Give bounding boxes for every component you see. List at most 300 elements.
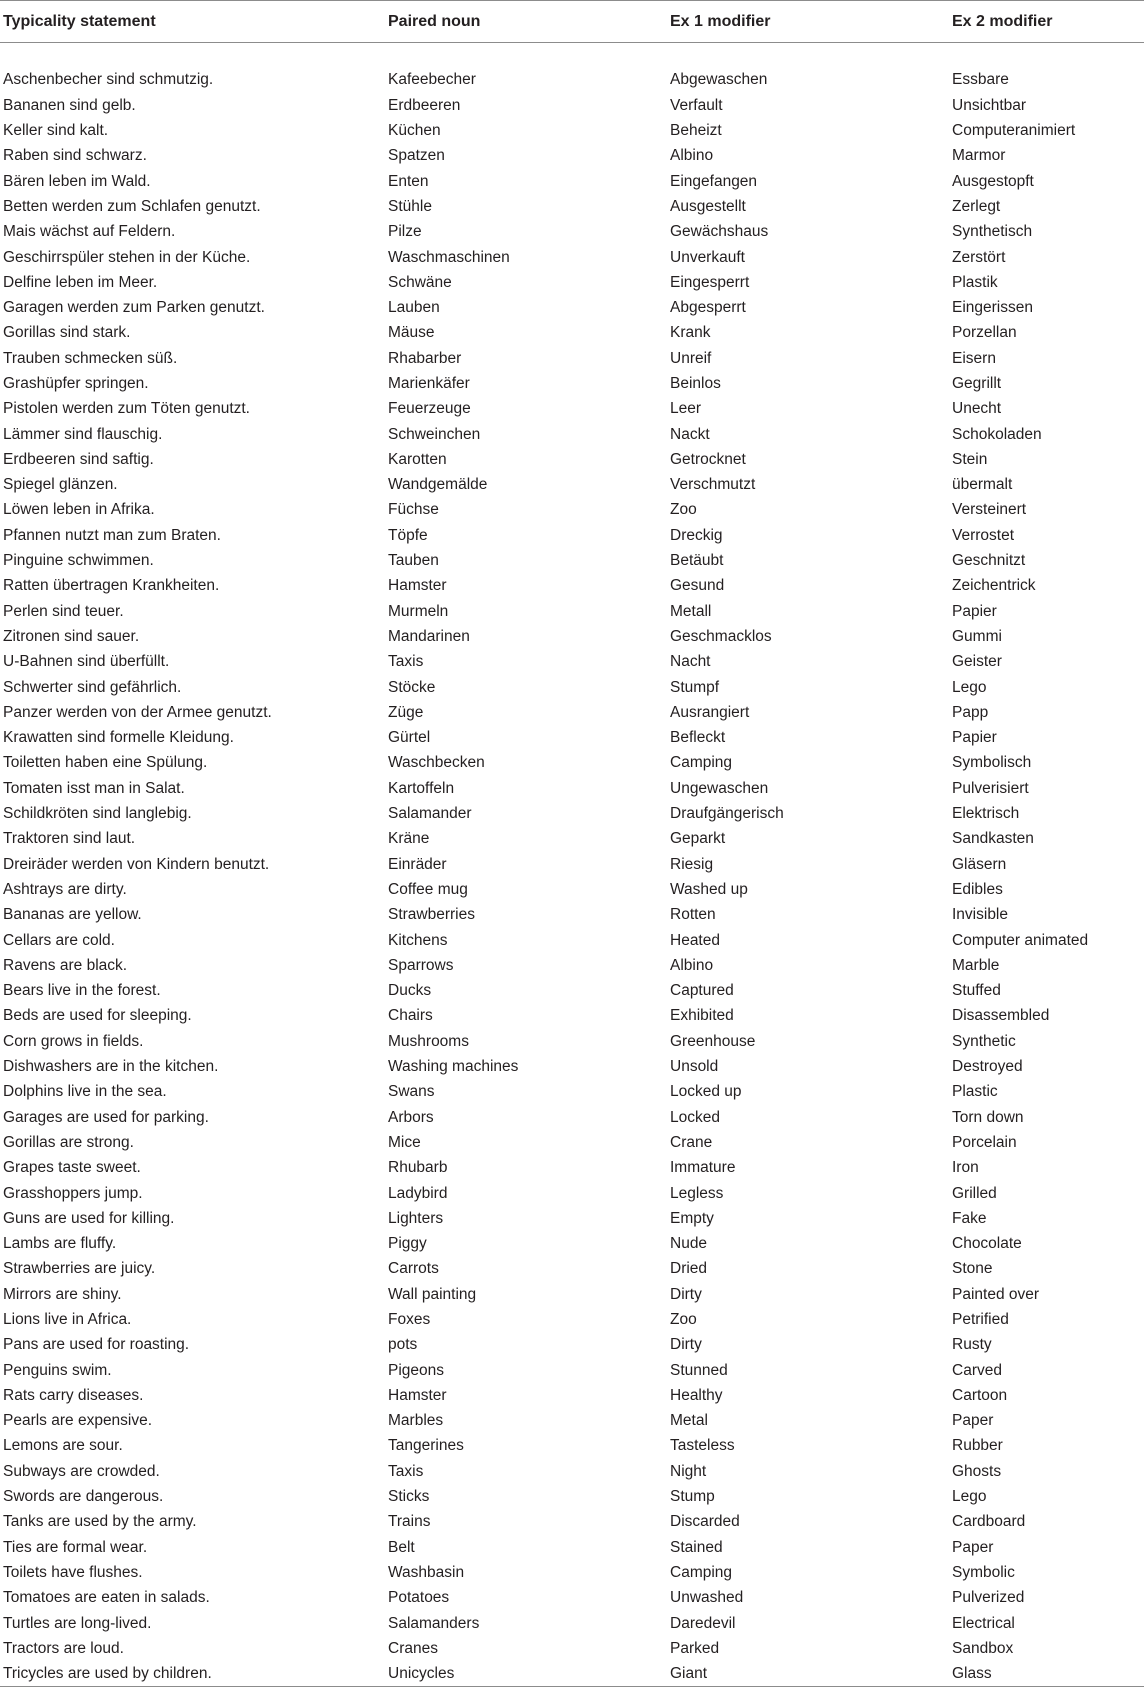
- cell-typicality-statement: Mirrors are shiny.: [3, 1285, 122, 1303]
- cell-ex1-modifier: Empty: [670, 1209, 714, 1227]
- table-row: [0, 68, 1144, 93]
- cell-typicality-statement: Tricycles are used by children.: [0, 1662, 385, 1687]
- cell-ex2-modifier: Papier: [952, 729, 997, 747]
- cell-typicality-statement: Turtles are long-lived.: [3, 1614, 152, 1632]
- table-row: [0, 751, 1144, 776]
- cell-typicality-statement: Ties are formal wear.: [3, 1538, 148, 1556]
- cell-ex2-modifier: Pulverisiert: [952, 779, 1029, 797]
- cell-ex1-modifier: Abgesperrt: [670, 299, 746, 317]
- spacer-cell: [0, 43, 1144, 68]
- cell-ex2-modifier: Plastic: [952, 1083, 998, 1101]
- cell-paired-noun: Karotten: [388, 450, 447, 468]
- cell-ex1-modifier: Geschmacklos: [670, 627, 772, 645]
- table-row: [0, 371, 1144, 396]
- cell-paired-noun: Tauben: [388, 552, 439, 570]
- cell-ex1-modifier: Verfault: [670, 96, 723, 114]
- cell-ex1-modifier: Daredevil: [670, 1614, 736, 1632]
- cell-paired-noun: Stöcke: [388, 678, 436, 696]
- cell-ex1-modifier: Nacht: [670, 653, 711, 671]
- table-row: [0, 498, 1144, 523]
- cell-typicality-statement: Grasshoppers jump.: [3, 1184, 143, 1202]
- cell-paired-noun: Lighters: [388, 1209, 444, 1227]
- header-ex1-modifier: Ex 1 modifier: [667, 1, 949, 43]
- cell-typicality-statement: Dreiräder werden von Kindern benutzt.: [3, 855, 270, 873]
- header-row: [0, 1, 1144, 43]
- cell-ex2-modifier: Symbolisch: [952, 754, 1032, 772]
- cell-typicality-statement: Ravens are black.: [3, 956, 128, 974]
- spacer-row: [0, 43, 1144, 68]
- table-row: [0, 1586, 1144, 1611]
- cell-typicality-statement: Pearls are expensive.: [3, 1412, 153, 1430]
- cell-typicality-statement: U-Bahnen sind überfüllt.: [3, 653, 170, 671]
- cell-paired-noun: Foxes: [388, 1310, 431, 1328]
- header-paired-noun: Paired noun: [385, 1, 667, 43]
- cell-ex2-modifier: Cardboard: [952, 1513, 1026, 1531]
- cell-typicality-statement: Swords are dangerous.: [3, 1488, 164, 1506]
- cell-typicality-statement: Strawberries are juicy.: [3, 1260, 156, 1278]
- cell-ex2-modifier: Destroyed: [952, 1058, 1023, 1076]
- cell-ex2-modifier: Elektrisch: [952, 805, 1020, 823]
- cell-paired-noun: Töpfe: [388, 526, 428, 544]
- cell-typicality-statement: Grapes taste sweet.: [3, 1159, 141, 1177]
- cell-typicality-statement: Keller sind kalt.: [3, 122, 109, 140]
- table-row: [0, 1459, 1144, 1484]
- cell-typicality-statement: Aschenbecher sind schmutzig.: [3, 71, 214, 89]
- cell-paired-noun: Belt: [388, 1538, 415, 1556]
- cell-paired-noun: Pigeons: [388, 1361, 445, 1379]
- cell-ex1-modifier: Metal: [670, 1412, 708, 1430]
- cell-paired-noun: Lauben: [388, 299, 440, 317]
- cell-ex2-modifier: übermalt: [952, 476, 1013, 494]
- cell-ex2-modifier: Zerstört: [952, 248, 1006, 266]
- cell-ex2-modifier: Cartoon: [952, 1386, 1008, 1404]
- cell-ex1-modifier: Night: [670, 1462, 707, 1480]
- cell-paired-noun: Schweinchen: [388, 425, 481, 443]
- cell-paired-noun: Waschmaschinen: [388, 248, 510, 266]
- cell-paired-noun: Füchse: [388, 501, 439, 519]
- cell-paired-noun: Küchen: [388, 122, 441, 140]
- table-row: [0, 978, 1144, 1003]
- cell-paired-noun: Marienkäfer: [388, 375, 470, 392]
- cell-ex2-modifier: Painted over: [952, 1285, 1040, 1303]
- table-row: [0, 1004, 1144, 1029]
- table-row: [0, 1611, 1144, 1636]
- cell-ex2-modifier: Invisible: [952, 906, 1008, 924]
- cell-ex1-modifier: Zoo: [670, 1310, 697, 1328]
- cell-typicality-statement: Traktoren sind laut.: [3, 830, 136, 848]
- cell-paired-noun: Züge: [388, 703, 424, 721]
- cell-ex2-modifier: Lego: [952, 1488, 987, 1506]
- cell-paired-noun: Marbles: [388, 1412, 444, 1430]
- cell-ex2-modifier: Paper: [952, 1412, 994, 1430]
- cell-paired-noun: Washbasin: [388, 1563, 465, 1581]
- table-row: [0, 1206, 1144, 1231]
- cell-typicality-statement: Ashtrays are dirty.: [3, 880, 127, 898]
- cell-typicality-statement: Bären leben im Wald.: [3, 172, 151, 190]
- cell-paired-noun: Pilze: [388, 223, 422, 241]
- cell-typicality-statement: Betten werden zum Schlafen genutzt.: [3, 197, 261, 215]
- cell-paired-noun: Waschbecken: [388, 754, 485, 772]
- cell-typicality-statement: Pistolen werden zum Töten genutzt.: [3, 400, 250, 418]
- cell-typicality-statement: Bananas are yellow.: [3, 906, 142, 924]
- table-row: [0, 321, 1144, 346]
- table-row: [0, 574, 1144, 599]
- cell-typicality-statement: Garagen werden zum Parken genutzt.: [3, 299, 265, 317]
- cell-ex1-modifier: Dreckig: [670, 526, 723, 544]
- cell-ex2-modifier: Zerlegt: [952, 197, 1001, 215]
- cell-ex1-modifier: Tasteless: [670, 1437, 735, 1455]
- cell-typicality-statement: Schildkröten sind langlebig.: [3, 805, 192, 823]
- header-ex2-modifier: Ex 2 modifier: [949, 1, 1144, 43]
- cell-ex2-modifier: Verrostet: [952, 526, 1015, 544]
- cell-ex2-modifier: Glass: [949, 1662, 1144, 1687]
- cell-ex1-modifier: Nackt: [670, 425, 710, 443]
- table-row: [0, 346, 1144, 371]
- cell-ex2-modifier: Stuffed: [952, 982, 1001, 1000]
- cell-paired-noun: Cranes: [388, 1639, 438, 1657]
- cell-paired-noun: Einräder: [388, 855, 447, 873]
- table-row: [0, 523, 1144, 548]
- cell-typicality-statement: Garages are used for parking.: [3, 1108, 209, 1126]
- table-row: [0, 144, 1144, 169]
- table-row: [0, 650, 1144, 675]
- table-row: [0, 1130, 1144, 1155]
- cell-ex2-modifier: Zeichentrick: [952, 577, 1036, 595]
- cell-paired-noun: Strawberries: [388, 906, 475, 924]
- cell-ex1-modifier: Leer: [670, 400, 702, 418]
- cell-ex2-modifier: Rusty: [952, 1336, 992, 1354]
- cell-ex1-modifier: Healthy: [670, 1386, 723, 1404]
- cell-typicality-statement: Panzer werden von der Armee genutzt.: [3, 703, 272, 721]
- table-row: [0, 1409, 1144, 1434]
- cell-paired-noun: Coffee mug: [388, 880, 468, 898]
- table-row: [0, 422, 1144, 447]
- cell-typicality-statement: Cellars are cold.: [3, 931, 115, 949]
- cell-ex1-modifier: Greenhouse: [670, 1032, 756, 1050]
- cell-paired-noun: Feuerzeuge: [388, 400, 471, 418]
- table-row: [0, 1181, 1144, 1206]
- cell-typicality-statement: Pinguine schwimmen.: [3, 552, 154, 570]
- cell-ex1-modifier: Giant: [667, 1662, 949, 1687]
- cell-ex1-modifier: Zoo: [670, 501, 697, 519]
- cell-ex1-modifier: Legless: [670, 1184, 724, 1202]
- cell-ex2-modifier: Gläsern: [952, 855, 1007, 873]
- cell-paired-noun: Mäuse: [388, 324, 435, 342]
- cell-ex1-modifier: Discarded: [670, 1513, 740, 1531]
- cell-ex1-modifier: Locked up: [670, 1083, 742, 1101]
- cell-ex1-modifier: Nude: [670, 1235, 708, 1253]
- cell-typicality-statement: Toiletten haben eine Spülung.: [3, 754, 208, 772]
- table-row: [0, 1535, 1144, 1560]
- cell-ex2-modifier: Porcelain: [952, 1133, 1017, 1151]
- cell-typicality-statement: Pfannen nutzt man zum Braten.: [3, 526, 221, 544]
- cell-ex2-modifier: Essbare: [952, 71, 1009, 89]
- cell-paired-noun: Mushrooms: [388, 1032, 469, 1050]
- cell-ex1-modifier: Geparkt: [670, 830, 726, 848]
- cell-ex1-modifier: Befleckt: [670, 729, 726, 747]
- table-row: [0, 1510, 1144, 1535]
- cell-paired-noun: Carrots: [388, 1260, 439, 1278]
- table-row: [0, 1105, 1144, 1130]
- cell-typicality-statement: Perlen sind teuer.: [3, 602, 124, 620]
- cell-typicality-statement: Bears live in the forest.: [3, 982, 161, 1000]
- cell-ex2-modifier: Paper: [952, 1538, 994, 1556]
- table-row: [0, 169, 1144, 194]
- cell-ex1-modifier: Eingesperrt: [670, 273, 750, 291]
- cell-typicality-statement: Spiegel glänzen.: [3, 476, 118, 494]
- cell-ex1-modifier: Krank: [670, 324, 711, 342]
- cell-ex2-modifier: Unecht: [952, 400, 1002, 418]
- cell-ex1-modifier: Eingefangen: [670, 172, 758, 190]
- cell-ex2-modifier: Marble: [952, 956, 1000, 974]
- cell-paired-noun: Trains: [388, 1513, 431, 1531]
- cell-typicality-statement: Lions live in Africa.: [3, 1310, 132, 1328]
- cell-ex2-modifier: Petrified: [952, 1310, 1009, 1328]
- cell-ex1-modifier: Heated: [670, 931, 720, 949]
- cell-ex2-modifier: Symbolic: [952, 1563, 1015, 1581]
- table-row: [0, 726, 1144, 751]
- cell-paired-noun: Salamander: [388, 805, 472, 823]
- table-row: [0, 624, 1144, 649]
- cell-ex2-modifier: Pulverized: [952, 1589, 1025, 1607]
- cell-typicality-statement: Gorillas are strong.: [3, 1133, 134, 1151]
- cell-ex1-modifier: Unwashed: [670, 1589, 744, 1607]
- cell-ex2-modifier: Lego: [952, 678, 987, 696]
- cell-ex1-modifier: Getrocknet: [670, 450, 746, 468]
- table-row: [0, 1434, 1144, 1459]
- table-row: [0, 1333, 1144, 1358]
- table-row: [0, 1484, 1144, 1509]
- cell-paired-noun: Washing machines: [388, 1058, 519, 1076]
- table-row: [0, 220, 1144, 245]
- table-row: [0, 295, 1144, 320]
- cell-ex2-modifier: Marmor: [952, 147, 1006, 165]
- cell-ex1-modifier: Unreif: [670, 349, 712, 367]
- cell-typicality-statement: Beds are used for sleeping.: [3, 1007, 192, 1025]
- cell-typicality-statement: Ratten übertragen Krankheiten.: [3, 577, 220, 595]
- cell-paired-noun: Gürtel: [388, 729, 431, 747]
- cell-ex2-modifier: Eisern: [952, 349, 996, 367]
- cell-typicality-statement: Tomatoes are eaten in salads.: [3, 1589, 210, 1607]
- cell-paired-noun: Unicycles: [385, 1662, 667, 1687]
- cell-ex2-modifier: Torn down: [952, 1108, 1024, 1126]
- cell-typicality-statement: Krawatten sind formelle Kleidung.: [3, 729, 234, 747]
- cell-ex2-modifier: Papier: [952, 602, 997, 620]
- cell-paired-noun: Kartoffeln: [388, 779, 455, 797]
- table-row: [0, 194, 1144, 219]
- cell-ex1-modifier: Draufgängerisch: [670, 805, 784, 823]
- cell-ex2-modifier: Electrical: [952, 1614, 1015, 1632]
- cell-ex1-modifier: Unsold: [670, 1058, 719, 1076]
- cell-typicality-statement: Guns are used for killing.: [3, 1209, 175, 1227]
- table-row: [0, 1282, 1144, 1307]
- cell-typicality-statement: Penguins swim.: [3, 1361, 112, 1379]
- cell-ex1-modifier: Camping: [670, 754, 733, 772]
- table-row: [0, 852, 1144, 877]
- cell-paired-noun: Hamster: [388, 1386, 447, 1404]
- cell-paired-noun: Potatoes: [388, 1589, 450, 1607]
- cell-ex2-modifier: Stein: [952, 450, 988, 468]
- cell-ex2-modifier: Synthetisch: [952, 223, 1033, 241]
- table-row: [0, 1307, 1144, 1332]
- table-row: [0, 903, 1144, 928]
- cell-paired-noun: Ducks: [388, 982, 432, 1000]
- cell-ex1-modifier: Exhibited: [670, 1007, 734, 1025]
- cell-paired-noun: Erdbeeren: [388, 96, 461, 114]
- table-row: [0, 473, 1144, 498]
- cell-typicality-statement: Grashüpfer springen.: [3, 375, 149, 392]
- cell-ex1-modifier: Abgewaschen: [670, 71, 768, 89]
- cell-typicality-statement: Lemons are sour.: [3, 1437, 123, 1455]
- cell-typicality-statement: Dishwashers are in the kitchen.: [3, 1058, 219, 1076]
- cell-paired-noun: Mice: [388, 1133, 421, 1151]
- cell-ex1-modifier: Immature: [670, 1159, 736, 1177]
- table-row: [0, 1662, 1144, 1687]
- cell-typicality-statement: Lämmer sind flauschig.: [3, 425, 163, 443]
- cell-typicality-statement: Gorillas sind stark.: [3, 324, 131, 342]
- cell-ex2-modifier: Carved: [952, 1361, 1002, 1379]
- cell-ex1-modifier: Ausgestellt: [670, 197, 746, 215]
- cell-ex2-modifier: Computer animated: [952, 931, 1089, 949]
- cell-paired-noun: Ladybird: [388, 1184, 448, 1202]
- cell-paired-noun: Kräne: [388, 830, 430, 848]
- cell-ex2-modifier: Ghosts: [952, 1462, 1002, 1480]
- cell-ex1-modifier: Albino: [670, 147, 714, 165]
- table-body: [0, 43, 1144, 1687]
- table-row: [0, 675, 1144, 700]
- table-row: [0, 1383, 1144, 1408]
- table-row: [0, 1560, 1144, 1585]
- cell-ex1-modifier: Stunned: [670, 1361, 728, 1379]
- cell-ex1-modifier: Metall: [670, 602, 712, 620]
- cell-typicality-statement: Corn grows in fields.: [3, 1032, 144, 1050]
- cell-ex2-modifier: Ausgestopft: [952, 172, 1034, 190]
- cell-ex1-modifier: Captured: [670, 982, 734, 1000]
- cell-paired-noun: Piggy: [388, 1235, 427, 1253]
- cell-ex1-modifier: Rotten: [670, 906, 716, 924]
- cell-ex2-modifier: Papp: [952, 703, 989, 721]
- cell-paired-noun: Enten: [388, 172, 429, 190]
- cell-ex2-modifier: Disassembled: [952, 1007, 1050, 1025]
- cell-typicality-statement: Rats carry diseases.: [3, 1386, 144, 1404]
- table-row: [0, 928, 1144, 953]
- table-row: [0, 447, 1144, 472]
- cell-ex2-modifier: Geschnitzt: [952, 552, 1026, 570]
- cell-paired-noun: Sticks: [388, 1488, 430, 1506]
- cell-ex1-modifier: Dirty: [670, 1285, 702, 1303]
- table-row: [0, 953, 1144, 978]
- cell-ex1-modifier: Ausrangiert: [670, 703, 750, 721]
- cell-typicality-statement: Raben sind schwarz.: [3, 147, 147, 165]
- cell-ex2-modifier: Gummi: [952, 627, 1002, 645]
- cell-ex1-modifier: Crane: [670, 1133, 713, 1151]
- cell-paired-noun: Rhabarber: [388, 349, 462, 367]
- cell-paired-noun: Chairs: [388, 1007, 433, 1025]
- cell-ex1-modifier: Camping: [670, 1563, 733, 1581]
- table-row: [0, 1080, 1144, 1105]
- cell-typicality-statement: Trauben schmecken süß.: [3, 349, 178, 367]
- table-row: [0, 801, 1144, 826]
- cell-paired-noun: Hamster: [388, 577, 447, 595]
- cell-typicality-statement: Geschirrspüler stehen in der Küche.: [3, 248, 251, 266]
- table-row: [0, 1054, 1144, 1079]
- cell-paired-noun: Salamanders: [388, 1614, 480, 1632]
- cell-ex2-modifier: Porzellan: [952, 324, 1017, 342]
- cell-ex2-modifier: Iron: [952, 1159, 979, 1177]
- cell-ex1-modifier: Unverkauft: [670, 248, 745, 266]
- cell-ex1-modifier: Washed up: [670, 880, 748, 898]
- cell-paired-noun: Mandarinen: [388, 627, 470, 645]
- table-row: [0, 1231, 1144, 1256]
- cell-typicality-statement: Tractors are loud.: [3, 1639, 124, 1657]
- cell-paired-noun: pots: [388, 1336, 418, 1354]
- cell-paired-noun: Wandgemälde: [388, 476, 488, 494]
- cell-ex2-modifier: Rubber: [952, 1437, 1003, 1455]
- table-row: [0, 118, 1144, 143]
- cell-ex2-modifier: Versteinert: [952, 501, 1027, 519]
- table-row: [0, 548, 1144, 573]
- cell-ex1-modifier: Betäubt: [670, 552, 724, 570]
- cell-ex1-modifier: Riesig: [670, 855, 714, 873]
- table-row: [0, 397, 1144, 422]
- cell-paired-noun: Stühle: [388, 197, 432, 215]
- cell-ex1-modifier: Dried: [670, 1260, 708, 1278]
- cell-ex2-modifier: Gegrillt: [952, 375, 1002, 392]
- cell-ex1-modifier: Beheizt: [670, 122, 722, 140]
- cell-ex1-modifier: Stump: [670, 1488, 715, 1506]
- cell-ex1-modifier: Gewächshaus: [670, 223, 769, 241]
- table-header: [0, 1, 1144, 43]
- cell-ex1-modifier: Gesund: [670, 577, 725, 595]
- cell-ex2-modifier: Grilled: [952, 1184, 997, 1202]
- table-row: [0, 599, 1144, 624]
- cell-ex2-modifier: Unsichtbar: [952, 96, 1027, 114]
- cell-paired-noun: Kafeebecher: [388, 71, 476, 89]
- cell-ex2-modifier: Stone: [952, 1260, 993, 1278]
- table-row: [0, 776, 1144, 801]
- cell-paired-noun: Sparrows: [388, 956, 454, 974]
- cell-paired-noun: Tangerines: [388, 1437, 464, 1455]
- cell-typicality-statement: Zitronen sind sauer.: [3, 627, 140, 645]
- table-row: [0, 1156, 1144, 1181]
- cell-ex2-modifier: Fake: [952, 1209, 987, 1227]
- cell-ex2-modifier: Edibles: [952, 880, 1003, 898]
- header-typicality-statement: Typicality statement: [0, 1, 385, 43]
- table-row: [0, 1257, 1144, 1282]
- table-row: [0, 245, 1144, 270]
- cell-paired-noun: Rhubarb: [388, 1159, 448, 1177]
- cell-typicality-statement: Erdbeeren sind saftig.: [3, 450, 154, 468]
- cell-typicality-statement: Delfine leben im Meer.: [3, 273, 158, 291]
- cell-ex1-modifier: Stained: [670, 1538, 723, 1556]
- cell-paired-noun: Wall painting: [388, 1285, 477, 1303]
- cell-typicality-statement: Tomaten isst man in Salat.: [3, 779, 185, 797]
- cell-typicality-statement: Pans are used for roasting.: [3, 1336, 190, 1354]
- table-row: [0, 1358, 1144, 1383]
- cell-paired-noun: Taxis: [388, 1462, 424, 1480]
- cell-ex1-modifier: Albino: [670, 956, 714, 974]
- cell-ex1-modifier: Ungewaschen: [670, 779, 769, 797]
- cell-typicality-statement: Schwerter sind gefährlich.: [3, 678, 182, 696]
- table-row: [0, 827, 1144, 852]
- table-row: [0, 877, 1144, 902]
- cell-typicality-statement: Löwen leben in Afrika.: [3, 501, 155, 519]
- cell-ex2-modifier: Chocolate: [952, 1235, 1022, 1253]
- cell-ex2-modifier: Synthetic: [952, 1032, 1016, 1050]
- table-row: [0, 270, 1144, 295]
- cell-ex1-modifier: Parked: [670, 1639, 720, 1657]
- cell-ex2-modifier: Geister: [952, 653, 1002, 671]
